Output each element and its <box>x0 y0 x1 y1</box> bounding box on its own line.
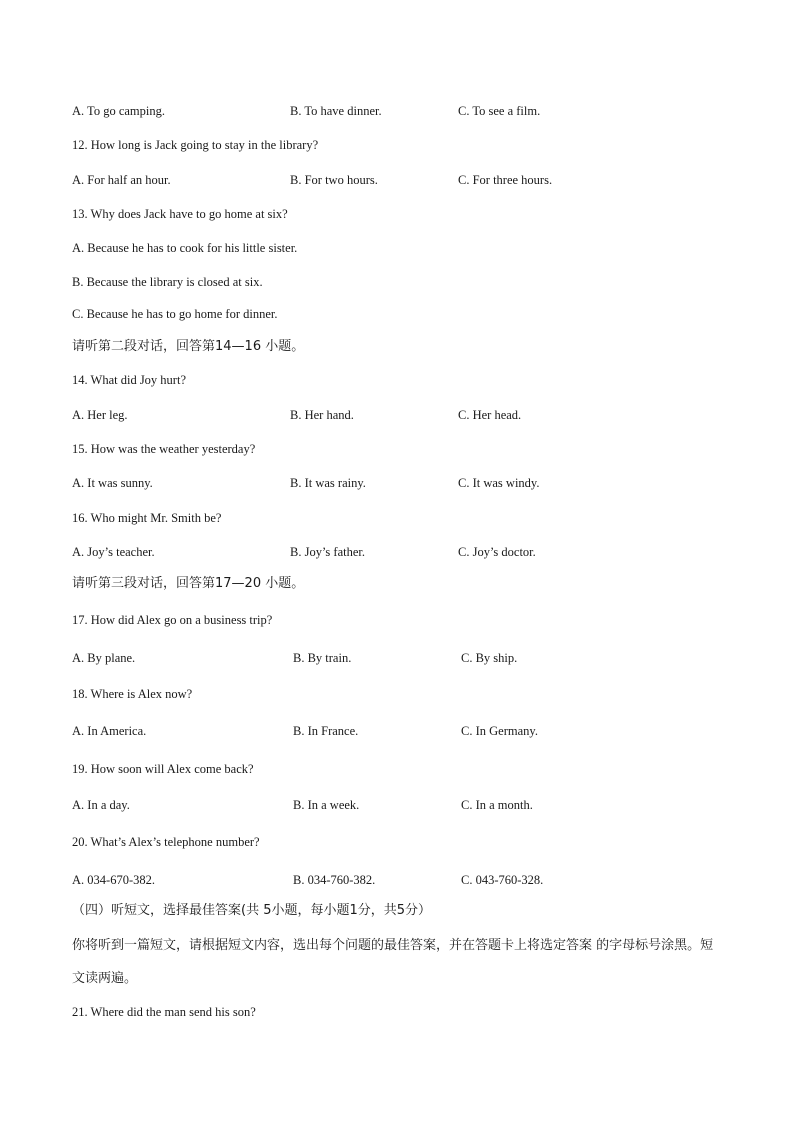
option-15b: B. It was rainy. <box>290 476 366 490</box>
part-4-instruction: 你将听到一篇短文，请根据短文内容，选出每个问题的最佳答案，并在答题卡上将选定答案 的字母标号涂黑。短文读两遍。 <box>72 938 714 986</box>
question-12: 12. How long is Jack going to stay in the library? <box>72 138 319 152</box>
option-18a: A. In America. <box>72 724 147 738</box>
question-17: 17. How did Alex go on a business trip? <box>72 613 273 627</box>
question-14: 14. What did Joy hurt? <box>72 373 186 387</box>
option-16a: A. Joy’s teacher. <box>72 545 155 559</box>
question-13: 13. Why does Jack have to go home at six? <box>72 207 288 221</box>
option-14a: A. Her leg. <box>72 408 128 422</box>
question-19: 19. How soon will Alex come back? <box>72 762 254 776</box>
question-16: 16. Who might Mr. Smith be? <box>72 511 222 525</box>
question-15: 15. How was the weather yesterday? <box>72 442 256 456</box>
option-15a: A. It was sunny. <box>72 476 153 490</box>
option-17a: A. By plane. <box>72 651 136 665</box>
option-20a: A. 034-670-382. <box>72 873 155 887</box>
part-4-heading: （四）听短文，选择最佳答案(共 5小题，每小题1分，共5分） <box>72 903 432 918</box>
option-18b: B. In France. <box>293 724 359 738</box>
option-19b: B. In a week. <box>293 798 360 812</box>
option-14b: B. Her hand. <box>290 408 354 422</box>
option-18c: C. In Germany. <box>461 724 538 738</box>
section-2-instruction: 请听第二段对话，回答第14—16 小题。 <box>72 339 305 354</box>
question-20: 20. What’s Alex’s telephone number? <box>72 835 260 849</box>
option-16c: C. Joy’s doctor. <box>458 545 536 559</box>
option-17c: C. By ship. <box>461 651 518 665</box>
option-16b: B. Joy’s father. <box>290 545 365 559</box>
option-11b: B. To have dinner. <box>290 104 382 118</box>
option-13c: C. Because he has to go home for dinner. <box>72 307 278 321</box>
option-20c: C. 043-760-328. <box>461 873 544 887</box>
option-14c: C. Her head. <box>458 408 522 422</box>
question-21: 21. Where did the man send his son? <box>72 1005 256 1019</box>
option-12a: A. For half an hour. <box>72 173 171 187</box>
option-11c: C. To see a film. <box>458 104 541 118</box>
option-19c: C. In a month. <box>461 798 533 812</box>
option-17b: B. By train. <box>293 651 352 665</box>
option-20b: B. 034-760-382. <box>293 873 376 887</box>
option-19a: A. In a day. <box>72 798 130 812</box>
option-12c: C. For three hours. <box>458 173 553 187</box>
section-3-instruction: 请听第三段对话，回答第17—20 小题。 <box>72 576 305 591</box>
option-11a: A. To go camping. <box>72 104 165 118</box>
question-18: 18. Where is Alex now? <box>72 687 193 701</box>
option-13b: B. Because the library is closed at six. <box>72 275 263 289</box>
option-15c: C. It was windy. <box>458 476 540 490</box>
option-12b: B. For two hours. <box>290 173 378 187</box>
option-13a: A. Because he has to cook for his little sister. <box>72 241 298 255</box>
